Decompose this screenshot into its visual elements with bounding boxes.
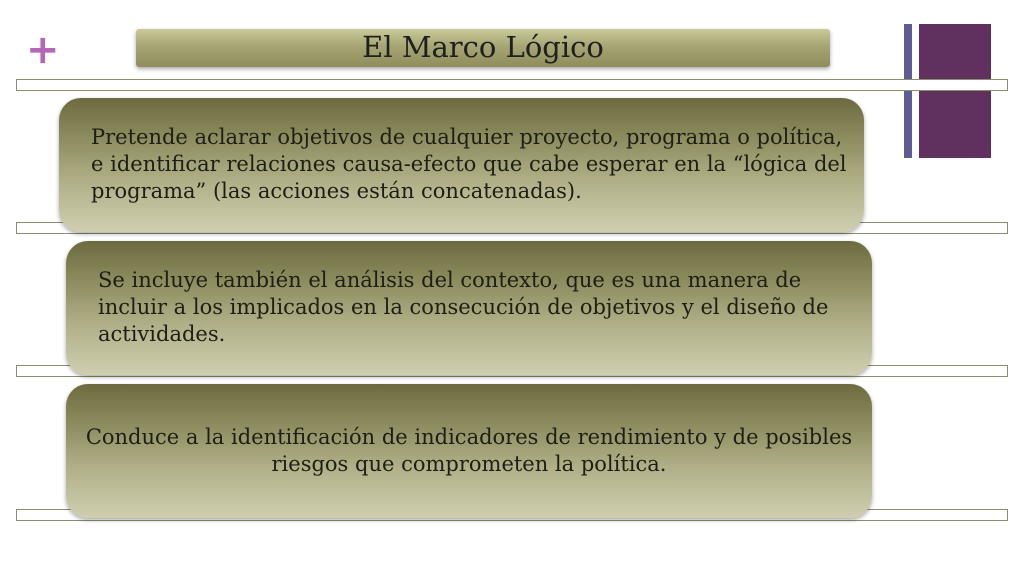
slide-title: El Marco Lógico xyxy=(362,30,604,64)
card-2-text: Se incluye también el análisis del contexto, que es una manera de incluir a los implicados en la consecución de objetivos y el diseño de actividades. xyxy=(98,268,829,346)
plus-icon: + xyxy=(26,27,60,73)
card-3-text: Conduce a la identificación de indicadores de rendimiento y de posibles riesgos que comprometen la política. xyxy=(85,425,853,476)
accent-block xyxy=(919,24,991,158)
accent-stripe xyxy=(904,24,912,158)
content-card-3 xyxy=(66,384,872,518)
card-1-text: Pretende aclarar objetivos de cualquier proyecto, programa o política, e identificar relaciones causa-efecto que cabe esperar en la “lógica del programa” (las acciones están concatenadas). xyxy=(91,125,847,203)
divider-line-1 xyxy=(16,79,1008,91)
content-card-1 xyxy=(59,98,864,232)
content-card-2 xyxy=(66,241,872,375)
